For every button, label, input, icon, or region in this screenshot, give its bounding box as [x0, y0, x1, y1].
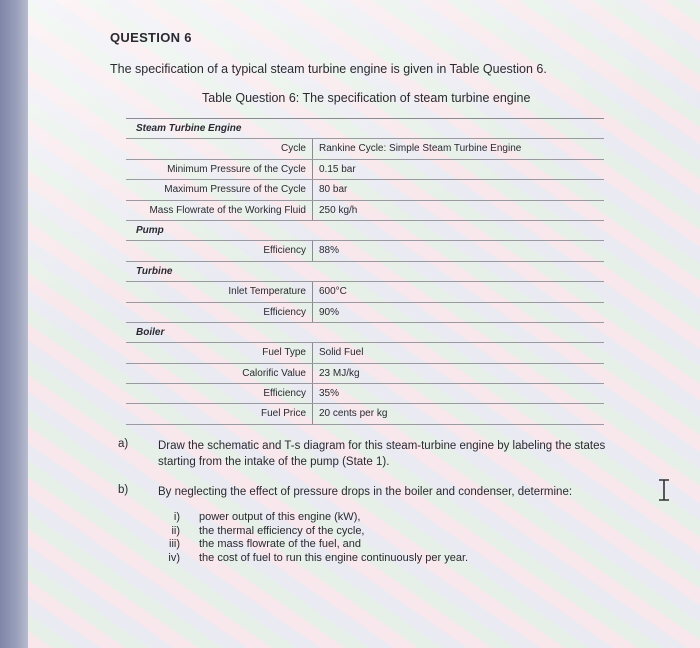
row-value: 0.15 bar — [312, 160, 356, 179]
list-item-number: iii) — [169, 538, 180, 550]
table-row — [126, 404, 604, 424]
question-sheet — [28, 0, 700, 648]
table-row — [126, 180, 604, 200]
question-intro: The specification of a typical steam turbine engine is given in Table Question 6. — [110, 62, 547, 76]
row-label: Efficiency — [263, 245, 306, 257]
section-label: Turbine — [136, 265, 173, 277]
row-label: Mass Flowrate of the Working Fluid — [149, 204, 306, 216]
section-label: Boiler — [136, 326, 165, 338]
list-item-text: power output of this engine (kW), — [199, 511, 361, 523]
question-title: QUESTION 6 — [110, 30, 192, 45]
table-row — [126, 343, 604, 363]
row-label: Efficiency — [263, 306, 306, 318]
table-row — [126, 384, 604, 404]
row-value: 23 MJ/kg — [312, 364, 360, 383]
row-value: Solid Fuel — [312, 343, 363, 362]
part-a-marker: a) — [118, 438, 129, 450]
row-label: Efficiency — [263, 388, 306, 400]
table-row — [126, 201, 604, 221]
list-item-number: ii) — [171, 524, 180, 537]
list-item-text: the thermal efficiency of the cycle, — [199, 524, 365, 537]
row-label: Calorific Value — [242, 367, 306, 379]
row-value: 80 bar — [312, 180, 347, 199]
row-value: 20 cents per kg — [312, 404, 387, 423]
list-item-number: iv) — [168, 551, 180, 564]
row-value: Rankine Cycle: Simple Steam Turbine Engine — [312, 139, 521, 158]
section-header-boiler — [126, 323, 604, 343]
row-value: 88% — [312, 241, 339, 260]
row-label: Fuel Price — [260, 408, 306, 420]
table-row — [126, 139, 604, 159]
row-label: Inlet Temperature — [228, 286, 306, 298]
row-value: 250 kg/h — [312, 201, 357, 220]
row-value: 90% — [312, 303, 339, 322]
table-row — [126, 303, 604, 323]
row-label: Cycle — [280, 143, 306, 155]
text-cursor-icon — [656, 479, 672, 501]
table-row — [126, 160, 604, 180]
screen-bezel — [0, 0, 28, 648]
row-value: 35% — [312, 384, 339, 403]
part-b-marker: b) — [118, 484, 129, 496]
table-row — [126, 282, 604, 302]
section-header-steam-turbine-engine — [126, 119, 604, 139]
row-value: 600°C — [312, 282, 347, 301]
list-item-text: the mass flowrate of the fuel, and — [199, 538, 362, 550]
row-label: Fuel Type — [262, 347, 306, 359]
section-label: Pump — [136, 224, 164, 236]
list-item-number: i) — [173, 511, 180, 523]
spec-table — [126, 118, 604, 425]
part-b-text: By neglecting the effect of pressure drops in the boiler and condenser, determine: — [158, 486, 573, 498]
table-caption: Table Question 6: The specification of steam turbine engine — [202, 91, 531, 105]
section-header-pump — [126, 221, 604, 241]
list-item-text: the cost of fuel to run this engine continuously per year. — [199, 551, 469, 564]
row-label: Maximum Pressure of the Cycle — [164, 184, 306, 196]
row-label: Minimum Pressure of the Cycle — [167, 163, 306, 175]
table-row — [126, 241, 604, 261]
section-label: Steam Turbine Engine — [136, 123, 242, 134]
section-header-turbine — [126, 262, 604, 282]
part-a-text: Draw the schematic and T-s diagram for this steam-turbine engine by labeling the states starting from the intake of the pump (State 1). — [158, 440, 606, 468]
table-row — [126, 364, 604, 384]
